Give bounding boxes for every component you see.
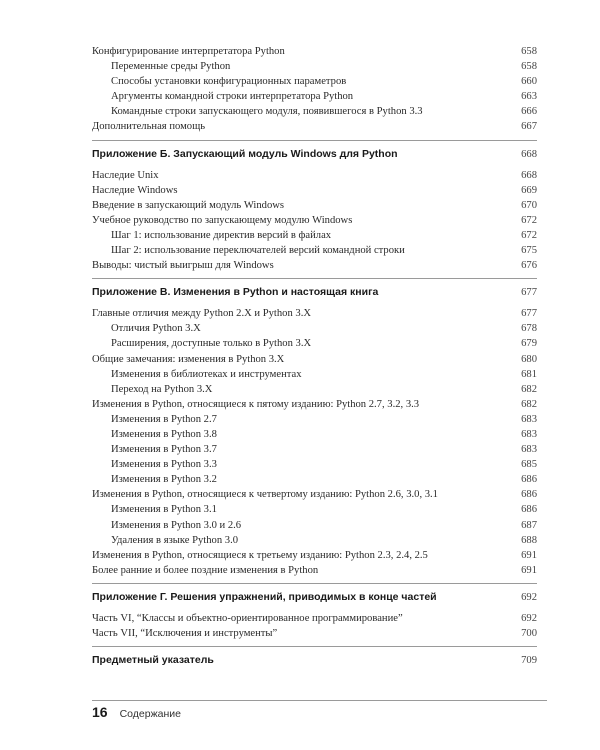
- toc-entry-page: 667: [521, 121, 537, 133]
- toc-entry-title: Способы установки конфигурационных параметров: [111, 76, 347, 88]
- table-of-contents: [92, 44, 537, 674]
- toc-entry[interactable]: [92, 198, 537, 213]
- toc-entry-title: Изменения в Python, относящиеся к четвертому изданию: Python 2.6, 3.0, 3.1: [92, 489, 438, 501]
- toc-entry-page: 679: [521, 338, 537, 350]
- toc-entry-page: 658: [521, 61, 537, 73]
- toc-entry[interactable]: [92, 367, 537, 382]
- toc-entry-page: 683: [521, 444, 537, 456]
- toc-entry-page: 691: [521, 549, 537, 561]
- toc-entry-title: Изменения в Python 3.1: [111, 504, 217, 516]
- toc-entry-title: Аргументы командной строки интерпретатора Python: [111, 91, 354, 103]
- toc-entry-page: 670: [521, 199, 537, 211]
- toc-entry[interactable]: [92, 336, 537, 351]
- toc-entry-title: Приложение Г. Решения упражнений, приводимых в конце частей: [92, 590, 437, 603]
- toc-entry-page: 677: [521, 308, 537, 320]
- toc-entry-title: Учебное руководство по запускающему модулю Windows: [92, 214, 353, 226]
- toc-entry-page: 668: [521, 169, 537, 181]
- toc-entry-title: Шаг 2: использование переключателей версий командной строки: [111, 245, 405, 257]
- toc-entry-title: Изменения в Python 3.0 и 2.6: [111, 519, 242, 531]
- toc-entry[interactable]: [92, 258, 537, 273]
- toc-entry[interactable]: [92, 228, 537, 243]
- toc-entry[interactable]: [92, 168, 537, 183]
- toc-entry[interactable]: [92, 44, 537, 59]
- toc-entry-page: 672: [521, 229, 537, 241]
- toc-entry[interactable]: [92, 533, 537, 548]
- toc-entry[interactable]: [92, 321, 537, 336]
- footer-rule: [92, 700, 547, 701]
- toc-entry[interactable]: [92, 183, 537, 198]
- toc-entry[interactable]: [92, 487, 537, 502]
- toc-entry-title: Изменения в библиотеках и инструментах: [111, 368, 302, 380]
- toc-entry-title: Переменные среды Python: [111, 61, 231, 73]
- toc-entry-title: Главные отличия между Python 2.X и Python 3.X: [92, 308, 312, 320]
- toc-entry[interactable]: [92, 472, 537, 487]
- toc-entry[interactable]: [92, 626, 537, 641]
- toc-entry[interactable]: [92, 119, 537, 134]
- toc-entry-page: 682: [521, 398, 537, 410]
- toc-entry-title: Удаления в языке Python 3.0: [111, 534, 239, 546]
- toc-entry-title: Дополнительная помощь: [92, 121, 206, 133]
- toc-entry[interactable]: [92, 243, 537, 258]
- toc-entry-page: 685: [521, 459, 537, 471]
- toc-entry-title: Часть VI, “Классы и объектно-ориентированное программирование”: [92, 612, 403, 624]
- toc-entry-title: Приложение В. Изменения в Python и настоящая книга: [92, 286, 379, 299]
- toc-entry[interactable]: [92, 397, 537, 412]
- toc-entry-title: Выводы: чистый выигрыш для Windows: [92, 260, 274, 272]
- toc-entry-page: 660: [521, 76, 537, 88]
- toc-section-heading[interactable]: [92, 278, 537, 306]
- toc-entry[interactable]: [92, 74, 537, 89]
- toc-entry[interactable]: [92, 104, 537, 119]
- toc-entry[interactable]: [92, 548, 537, 563]
- toc-entry[interactable]: [92, 213, 537, 228]
- toc-entry-title: Отличия Python 3.X: [111, 323, 201, 335]
- toc-entry-title: Изменения в Python 3.8: [111, 428, 217, 440]
- toc-entry[interactable]: [92, 427, 537, 442]
- toc-entry-title: Переход на Python 3.X: [111, 383, 213, 395]
- toc-entry-page: 658: [521, 46, 537, 57]
- toc-entry-title: Приложение Б. Запускающий модуль Windows для Python: [92, 147, 398, 160]
- footer-page-number: 16: [92, 704, 108, 720]
- toc-entry-page: 688: [521, 534, 537, 546]
- toc-entry-title: Часть VII, “Исключения и инструменты”: [92, 628, 278, 639]
- toc-entry-page: 678: [521, 323, 537, 335]
- toc-entry-title: Изменения в Python 3.2: [111, 474, 217, 486]
- toc-entry-title: Конфигурирование интерпретатора Python: [92, 46, 285, 57]
- toc-entry-title: Более ранние и более поздние изменения в Python: [92, 564, 319, 576]
- toc-entry-title: Изменения в Python 3.3: [111, 459, 217, 471]
- toc-entry-page: 683: [521, 413, 537, 425]
- toc-entry-page: 675: [521, 245, 537, 257]
- toc-entry-page: 686: [521, 489, 537, 501]
- toc-entry-title: Изменения в Python 2.7: [111, 413, 217, 425]
- toc-entry-page: 700: [521, 628, 537, 639]
- toc-entry[interactable]: [92, 306, 537, 321]
- toc-entry-page: 686: [521, 474, 537, 486]
- toc-entry-page: 672: [521, 214, 537, 226]
- toc-section-heading[interactable]: [92, 140, 537, 168]
- toc-section-heading[interactable]: [92, 583, 537, 611]
- toc-entry-page: 680: [521, 353, 537, 365]
- toc-entry-page: 666: [521, 106, 537, 118]
- toc-entry-page: 669: [521, 184, 537, 196]
- toc-entry[interactable]: [92, 59, 537, 74]
- toc-entry-title: Шаг 1: использование директив версий в файлах: [111, 229, 332, 241]
- toc-entry-page: 676: [521, 260, 537, 272]
- footer-title: Содержание: [119, 708, 181, 720]
- page-footer: [92, 704, 181, 720]
- toc-entry-page: 687: [521, 519, 537, 531]
- toc-entry[interactable]: [92, 563, 537, 578]
- toc-entry-page: 683: [521, 428, 537, 440]
- toc-entry-title: Общие замечания: изменения в Python 3.X: [92, 353, 285, 365]
- toc-entry-title: Изменения в Python, относящиеся к третьему изданию: Python 2.3, 2.4, 2.5: [92, 549, 428, 561]
- toc-entry-title: Расширения, доступные только в Python 3.X: [111, 338, 312, 350]
- toc-entry-title: Изменения в Python 3.7: [111, 444, 217, 456]
- toc-entry-page: 663: [521, 91, 537, 103]
- toc-entry[interactable]: [92, 502, 537, 517]
- toc-entry[interactable]: [92, 412, 537, 427]
- toc-entry[interactable]: [92, 457, 537, 472]
- toc-entry-page: 692: [521, 612, 537, 624]
- toc-entry-title: Наследие Windows: [92, 184, 178, 196]
- toc-entry-page: 691: [521, 564, 537, 576]
- toc-entry-page: 709: [521, 655, 537, 667]
- toc-entry-page: 686: [521, 504, 537, 516]
- toc-entry-title: Введение в запускающий модуль Windows: [92, 199, 285, 211]
- toc-entry[interactable]: [92, 442, 537, 457]
- toc-entry-title: Предметный указатель: [92, 654, 214, 667]
- toc-entry[interactable]: [92, 382, 537, 397]
- toc-entry-title: Командные строки запускающего модуля, появившегося в Python 3.3: [111, 106, 423, 118]
- toc-entry-page: 692: [521, 591, 537, 603]
- toc-entry-page: 668: [521, 148, 537, 160]
- toc-entry[interactable]: [92, 89, 537, 104]
- toc-entry[interactable]: [92, 611, 537, 626]
- toc-entry-page: 682: [521, 383, 537, 395]
- toc-entry-title: Изменения в Python, относящиеся к пятому изданию: Python 2.7, 3.2, 3.3: [92, 398, 420, 410]
- toc-entry-title: Наследие Unix: [92, 169, 159, 181]
- toc-entry[interactable]: [92, 352, 537, 367]
- toc-entry[interactable]: [92, 518, 537, 533]
- toc-section-heading[interactable]: [92, 646, 537, 674]
- toc-entry-page: 677: [521, 287, 537, 299]
- toc-entry-page: 681: [521, 368, 537, 380]
